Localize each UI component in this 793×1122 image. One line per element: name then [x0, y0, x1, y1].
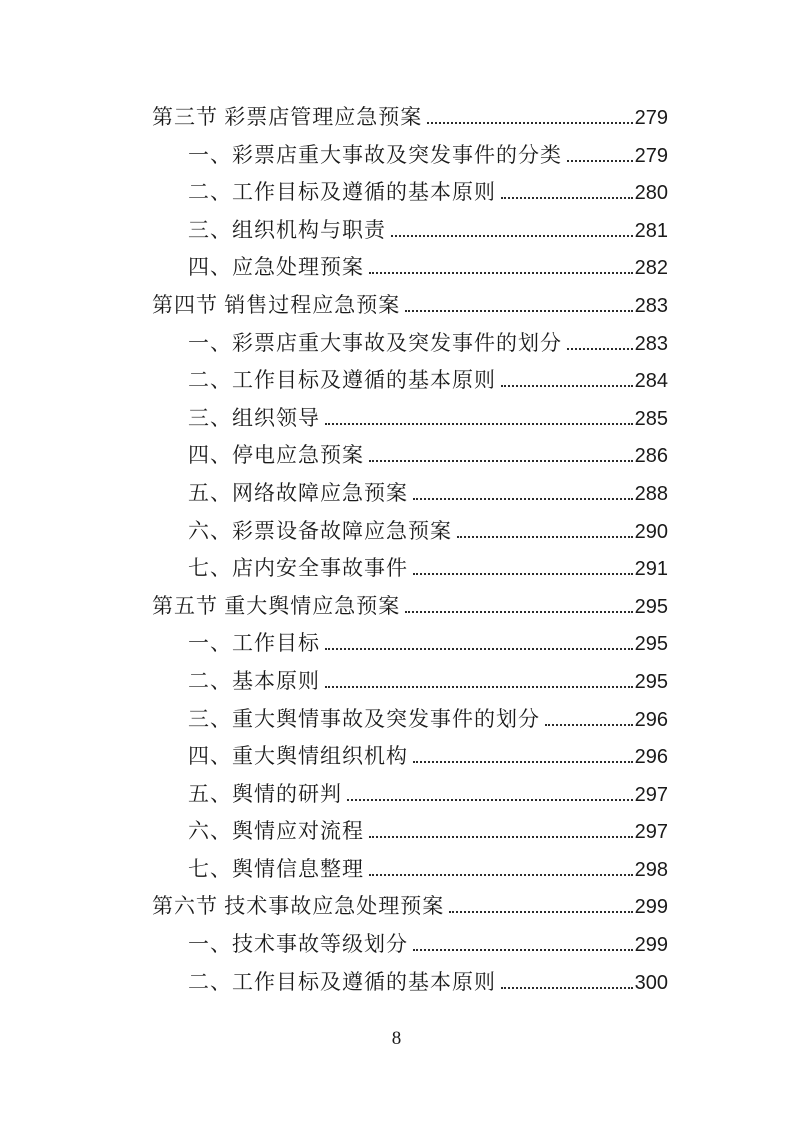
toc-entry[interactable] [152, 362, 668, 400]
toc-entry-label: 第五节 重大舆情应急预案 [152, 593, 401, 618]
toc-dot-leader [369, 460, 633, 462]
toc-entry-page: 281 [634, 219, 668, 242]
page-number: 8 [391, 1028, 402, 1049]
toc-entry[interactable] [152, 888, 668, 926]
toc-dot-leader [391, 235, 633, 237]
toc-entry-label: 五、网络故障应急预案 [188, 480, 408, 505]
toc-entry[interactable] [152, 99, 668, 137]
toc-dot-leader [449, 911, 632, 913]
toc-entry-page: 297 [634, 783, 668, 806]
toc-entry[interactable] [152, 513, 668, 551]
toc-entry[interactable] [152, 400, 668, 438]
toc-entry-label: 二、工作目标及遵循的基本原则 [188, 180, 496, 205]
toc-entry-page: 285 [634, 407, 668, 430]
toc-entry[interactable] [152, 926, 668, 964]
toc-dot-leader [413, 573, 633, 575]
toc-entry-page: 282 [634, 257, 668, 280]
toc-entry-page: 288 [634, 482, 668, 505]
toc-entry[interactable] [152, 550, 668, 588]
toc-dot-leader [567, 160, 633, 162]
toc-entry-label: 二、工作目标及遵循的基本原则 [188, 368, 496, 393]
toc-entry-label: 三、组织机构与职责 [188, 217, 386, 242]
table-of-contents [152, 99, 668, 1001]
toc-entry-label: 五、舆情的研判 [188, 781, 342, 806]
toc-dot-leader [413, 761, 633, 763]
toc-entry-page: 283 [634, 294, 668, 317]
toc-entry[interactable] [152, 475, 668, 513]
toc-dot-leader [405, 611, 632, 613]
toc-dot-leader [413, 498, 633, 500]
toc-entry-page: 296 [634, 746, 668, 769]
toc-entry-label: 二、基本原则 [188, 668, 320, 693]
toc-dot-leader [567, 348, 633, 350]
toc-entry-page: 280 [634, 182, 668, 205]
toc-entry[interactable] [152, 212, 668, 250]
toc-dot-leader [369, 272, 633, 274]
toc-entry[interactable] [152, 813, 668, 851]
toc-entry-label: 一、工作目标 [188, 631, 320, 656]
toc-entry-label: 一、技术事故等级划分 [188, 932, 408, 957]
toc-entry[interactable] [152, 625, 668, 663]
toc-entry-page: 297 [634, 821, 668, 844]
toc-entry-page: 283 [634, 332, 668, 355]
toc-entry-label: 三、重大舆情事故及突发事件的划分 [188, 706, 540, 731]
toc-entry-page: 298 [634, 858, 668, 881]
toc-entry[interactable] [152, 776, 668, 814]
toc-dot-leader [325, 686, 633, 688]
toc-entry[interactable] [152, 249, 668, 287]
toc-entry[interactable] [152, 964, 668, 1002]
toc-entry-label: 七、舆情信息整理 [188, 856, 364, 881]
toc-entry[interactable] [152, 738, 668, 776]
toc-dot-leader [457, 536, 633, 538]
toc-entry-label: 四、应急处理预案 [188, 255, 364, 280]
toc-entry[interactable] [152, 137, 668, 175]
toc-dot-leader [413, 949, 633, 951]
toc-entry-page: 296 [634, 708, 668, 731]
toc-entry-page: 300 [634, 971, 668, 994]
toc-entry-page: 299 [634, 896, 668, 919]
toc-entry-label: 三、组织领导 [188, 405, 320, 430]
toc-dot-leader [325, 648, 633, 650]
toc-entry[interactable] [152, 663, 668, 701]
toc-entry-label: 四、停电应急预案 [188, 443, 364, 468]
toc-entry-label: 第三节 彩票店管理应急预案 [152, 105, 423, 129]
toc-entry-label: 一、彩票店重大事故及突发事件的分类 [188, 142, 562, 167]
page-footer [0, 1028, 793, 1050]
toc-entry[interactable] [152, 701, 668, 739]
toc-dot-leader [501, 197, 633, 199]
toc-entry-page: 295 [634, 670, 668, 693]
toc-entry-label: 第四节 销售过程应急预案 [152, 292, 401, 317]
toc-entry[interactable] [152, 287, 668, 325]
toc-dot-leader [427, 122, 632, 124]
toc-entry[interactable] [152, 325, 668, 363]
toc-entry[interactable] [152, 851, 668, 889]
toc-entry-page: 295 [634, 633, 668, 656]
toc-dot-leader [325, 423, 633, 425]
toc-dot-leader [501, 987, 633, 989]
toc-entry-label: 第六节 技术事故应急处理预案 [152, 894, 445, 919]
toc-entry-label: 七、店内安全事故事件 [188, 556, 408, 581]
toc-entry-page: 279 [634, 144, 668, 167]
toc-entry-label: 六、舆情应对流程 [188, 819, 364, 844]
toc-entry-label: 四、重大舆情组织机构 [188, 744, 408, 769]
toc-entry-page: 291 [634, 558, 668, 581]
toc-dot-leader [369, 836, 633, 838]
toc-entry-page: 286 [634, 445, 668, 468]
toc-dot-leader [545, 724, 633, 726]
toc-entry-label: 六、彩票设备故障应急预案 [188, 518, 452, 543]
toc-dot-leader [347, 799, 633, 801]
toc-entry-page: 295 [634, 595, 668, 618]
toc-entry-page: 299 [634, 934, 668, 957]
toc-entry-page: 290 [634, 520, 668, 543]
toc-entry-label: 二、工作目标及遵循的基本原则 [188, 969, 496, 994]
toc-entry-page: 284 [634, 370, 668, 393]
toc-entry-page: 279 [634, 107, 668, 129]
toc-entry[interactable] [152, 437, 668, 475]
toc-entry-label: 一、彩票店重大事故及突发事件的划分 [188, 330, 562, 355]
toc-entry[interactable] [152, 588, 668, 626]
toc-dot-leader [405, 310, 632, 312]
toc-dot-leader [369, 874, 633, 876]
toc-dot-leader [501, 385, 633, 387]
toc-entry[interactable] [152, 174, 668, 212]
